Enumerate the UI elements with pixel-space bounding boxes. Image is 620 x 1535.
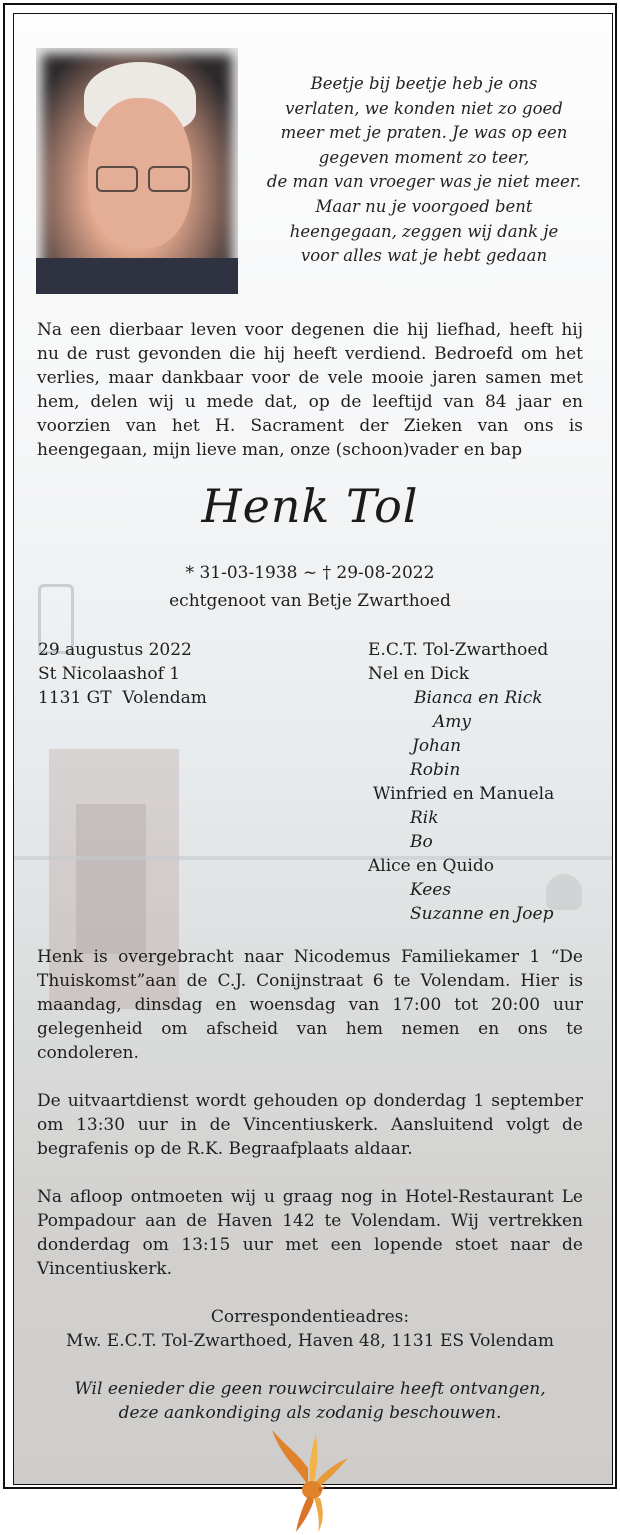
family-member: Robin — [410, 760, 461, 780]
address-line: 29 augustus 2022 — [38, 640, 192, 660]
family-member: Johan — [412, 736, 462, 756]
family-member: Nel en Dick — [368, 664, 470, 684]
gathering-paragraph: Na afloop ontmoeten wij u graag nog in Hotel-Restaurant Le Pompadour aan de Haven 142 te Volendam. Wij vertrekken donderdag om 13:15 uur met een lopende stoet naar de Vincentiuskerk. — [37, 1187, 583, 1279]
family-member: Amy — [433, 712, 472, 732]
intro-paragraph: Na een dierbaar leven voor degenen die hij liefhad, heeft hij nu de rust gevonden die hij heeft verdiend. Bedroefd om het verlies, maar dankbaar voor de vele mooie jaren samen met hem, delen wij u mede dat, op de leeftijd van 84 jaar en voorzien van het H. Sacrament der Zieken van ons is heengegaan, mijn lieve man, onze (schoon)vader en bap — [37, 320, 583, 460]
correspondence-address: Mw. E.C.T. Tol-Zwarthoed, Haven 48, 1131 ES Volendam — [66, 1331, 554, 1351]
address-line: 1131 GT Volendam — [38, 688, 207, 708]
home-address — [38, 638, 298, 710]
correspondence-title: Correspondentieadres: — [210, 1307, 410, 1327]
poem-line: gegeven moment zo teer, — [318, 147, 530, 167]
poem-line: Maar nu je voorgoed bent — [315, 196, 533, 216]
poem — [254, 72, 594, 269]
funeral-paragraph: De uitvaartdienst wordt gehouden op donderdag 1 september om 13:30 uur in de Vincentiuskerk. Aansluitend volgt de begrafenis op de R.K. Begraafplaats aldaar. — [37, 1091, 583, 1159]
family-member: Bianca en Rick — [414, 688, 543, 708]
poem-line: voor alles wat je hebt gedaan — [300, 246, 548, 266]
viewing-paragraph: Henk is overgebracht naar Nicodemus Familiekamer 1 “De Thuiskomst”aan de C.J. Conijnstraat 6 te Volendam. Hier is maandag, dinsdag en woensdag van 17:00 tot 20:00 uur gelegenheid om afscheid van hem nemen en ons te condoleren. — [37, 947, 583, 1063]
address-line: St Nicolaashof 1 — [38, 664, 181, 684]
poem-line: meer met je praten. Je was op een — [280, 123, 568, 143]
family-member: Kees — [410, 880, 452, 900]
notice-line: deze aankondiging als zodanig beschouwen. — [118, 1403, 502, 1423]
portrait-photo — [36, 48, 238, 294]
family-member: Rik — [410, 808, 439, 828]
family-member: Winfried en Manuela — [373, 784, 555, 804]
notice — [0, 1377, 620, 1425]
poem-line: verlaten, we konden niet zo goed — [285, 98, 563, 118]
spouse-line: echtgenoot van Betje Zwarthoed — [169, 591, 451, 611]
family-member: Alice en Quido — [368, 856, 494, 876]
notice-line: Wil eenieder die geen rouwcirculaire heeft ontvangen, — [74, 1379, 546, 1399]
background-horizon — [14, 856, 613, 860]
background-tower-door — [76, 804, 146, 954]
poem-line: Beetje bij beetje heb je ons — [310, 74, 538, 93]
family-member: Bo — [410, 832, 433, 852]
poem-line: de man van vroeger was je niet meer. — [266, 172, 582, 192]
poem-line: heengegaan, zeggen wij dank je — [289, 221, 559, 241]
life-dates: * 31-03-1938 ~ † 29-08-2022 — [185, 563, 435, 583]
dove-icon — [268, 1428, 352, 1534]
deceased-name: Henk Tol — [201, 479, 419, 533]
family-member: E.C.T. Tol-Zwarthoed — [368, 640, 549, 660]
family-member: Suzanne en Joep — [410, 904, 554, 924]
